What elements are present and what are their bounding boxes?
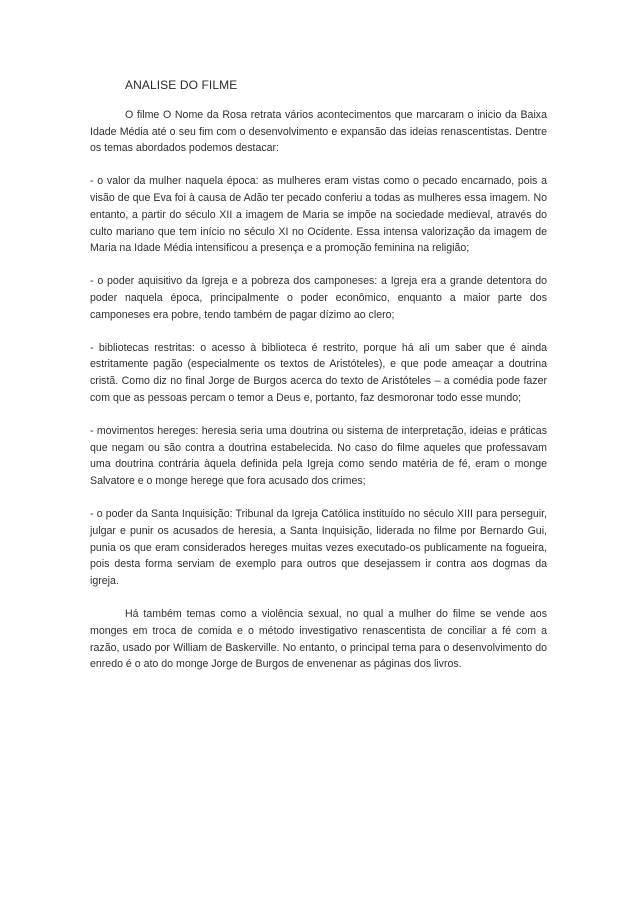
closing-paragraph: Há também temas como a violência sexual, no qual a mulher do filme se vende aos monges em troca de comida e o método investigativo renascentista de conciliar a fé com a razão, usado por William de Baskerville. No entanto, o principal tema para o desenvolvimento do enredo é o ato do monge Jorge de Burgos de envenenar as páginas dos livros. [90,607,547,671]
intro-paragraph: O filme O Nome da Rosa retrata vários acontecimentos que marcaram o inicio da Baixa Idade Média até o seu fim com o desenvolvimento e expansão das ideias renascentistas. Dentre os temas abordados podemos destacar: [90,108,547,155]
document-title: ANALISE DO FILME [125,78,238,92]
topic-paragraph-women: - o valor da mulher naquela época: as mulheres eram vistas como o pecado encarnado, pois a visão de que Eva foi à causa de Adão ter pecado conferiu a todas as mulheres essa imagem. No entanto, a partir do século XII a imagem de Maria se impõe na sociedade medieval, através do culto mariano que tem início no século XI no Ocidente. Essa intensa valorização da imagem de Maria na Idade Média intensificou a presença e a promoção feminina na religião; [90,175,547,255]
topic-paragraph-inquisition: - o poder da Santa Inquisição: Tribunal da Igreja Católica instituído no século XIII para perseguir, julgar e punir os acusados de heresia, a Santa Inquisição, liderada no filme por Bernardo Gui, punia os que eram considerados hereges muitas vezes executado-os publicamente na fogueira, pois desta forma serviam de exemplo para outros que desejassem ir contra aos dogmas da igreja. [90,507,547,588]
topic-paragraph-church-power: - o poder aquisitivo da Igreja e a pobreza dos camponeses: a Igreja era a grande detentora do poder naquela época, principalmente o poder econômico, enquanto a maior parte dos camponeses era pobre, tendo também de pagar dízimo ao clero; [90,275,547,321]
topic-paragraph-libraries: - bibliotecas restritas: o acesso à biblioteca é restrito, porque há ali um saber que é ainda estritamente pagão (especialmente os textos de Aristóteles), e que pode ameaçar a doutrina cristã. Como diz no final Jorge de Burgos acerca do texto de Aristóteles – a comédia pode fazer com que as pessoas percam o temor a Deus e, portanto, faz desmoronar todo esse mundo; [90,341,547,404]
document-body [90,77,547,689]
topic-paragraph-heresy: - movimentos hereges: heresia seria uma doutrina ou sistema de interpretação, ideias e práticas que negam ou são contra a doutrina estabelecida. No caso do filme aqueles que professavam uma doutrina contrária àquela definida pela Igreja como sendo matéria de fé, eram o monge Salvatore e o monge herege que fora acusado dos crimes; [90,424,547,488]
